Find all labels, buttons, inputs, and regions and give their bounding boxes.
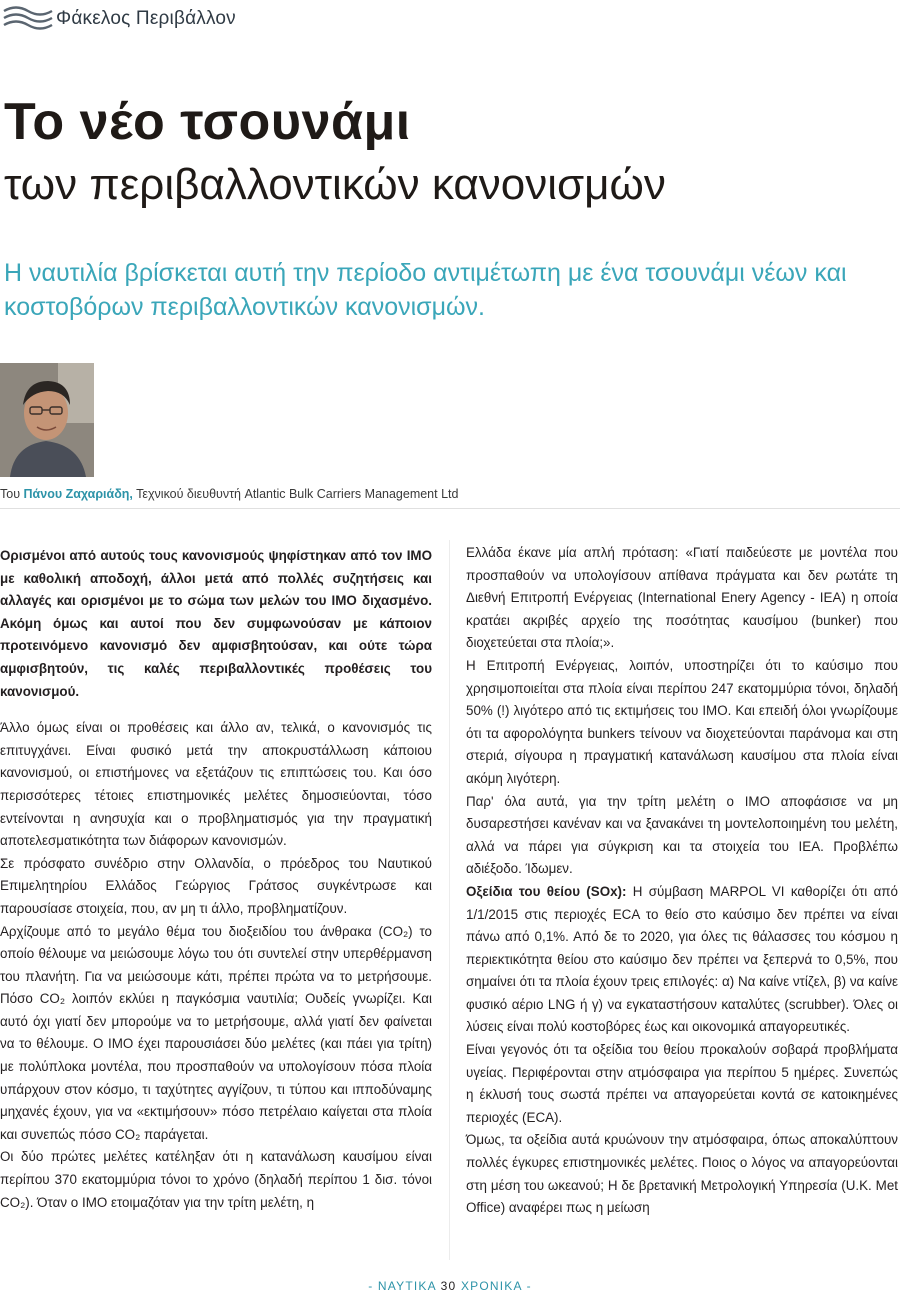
body-paragraph: Είναι γεγονός ότι τα οξείδια του θείου προκαλούν σοβαρά προβλήματα υγείας. Περιφέρονται στην ατμόσφαιρα για περίπου 5 ημέρες. Συνεπώς η έκλυσή τους σωστά πρέπει να απαγορεύεται κοντά σε κατοικημένες περιοχές (ECA). (466, 1042, 898, 1125)
byline-prefix: Του (0, 487, 24, 501)
section-label: Φάκελος Περιβάλλον (56, 8, 236, 29)
body-paragraph: Οι δύο πρώτες μελέτες κατέληξαν ότι η κατανάλωση καυσίμου είναι περίπου 370 εκατομμύρια τόνοι το χρόνο (δηλαδή περίπου 1 δισ. τόνοι CO₂). Όταν ο ΙΜΟ ετοιμαζόταν για την τρίτη μελέτη, η (0, 1149, 432, 1210)
footer-left: - ΝΑΥΤΙΚΑ (368, 1279, 441, 1293)
body-paragraph: Όμως, τα οξείδια αυτά κρυώνουν την ατμόσφαιρα, όπως αποκαλύπτουν πολλές έγκυρες επιστημονικές μελέτες. Ποιος ο λόγος να απαγορεύονται στη μέση του ωκεανού; Η δε βρετανική Μετρολογική Υπηρεσία (U.K. Met Office) αναφέρει πως η μείωση (466, 1132, 898, 1216)
sox-text: Η σύμβαση MARPOL VI καθορίζει ότι από 1/1/2015 στις περιοχές ECA το θείο στο καύσιμο δεν πρέπει να είναι πάνω από 0,1%. Από δε το 2020, για όλες τις θάλασσες του κόσμου η περιεκτικότητα θείου στο καύσιμο δεν πρέπει να ξεπερνά το 0,5%, που σημαίνει ότι τα πλοία έχουν τρεις επιλογές: α) Να καίνε ντίζελ, β) να καίνε φυσικό αέριο LNG ή γ) να εγκαταστήσουν καταλύτες (scrubber). Όλες οι λύσεις είναι πολύ κοστοβόρες έως και οικονομικά απαγορευτικές. (466, 883, 898, 1035)
author-name: Πάνου Ζαχαριάδη, (23, 487, 133, 501)
author-role: Τεχνικού διευθυντή Atlantic Bulk Carriers Management Ltd (132, 487, 459, 501)
right-column (466, 542, 898, 1220)
body-paragraph: Αρχίζουμε από το μεγάλο θέμα του διοξειδίου του άνθρακα (CO₂) το οποίο θέλουμε να μειώσουμε λόγω του ότι συντελεί στην υπερθέρμανση του πλανήτη. Για να μειώσουμε κάτι, πρέπει πρώτα να το μετρήσουμε. Πόσο CO₂ λοιπόν εκλύει η παγκόσμια ναυτιλία; Ουδείς γνωρίζει. Και αυτό όχι γιατί δεν μπορούμε να το μετρήσουμε, αλλά γιατί δεν φαίνεται να το θέλουμε. Ο ΙΜΟ έχει παρουσιάσει δύο μελέτες (και πάει για τρίτη) με πολύπλοκα μοντέλα, που προσπαθούν να υπολογίσουν πόσα πλοία υπάρχουν στον κόσμο, τι ταχύτητες αγγίζουν, τι τύπου και ιπποδύναμης μηχανές έχουν, για να «εκτιμήσουν» πόσο πετρέλαιο καίγεται στα πλοία και συνεπώς πόσο CO₂ παράγεται. (0, 923, 432, 1142)
header-divider (0, 508, 900, 509)
body-paragraph: Ελλάδα έκανε μία απλή πρόταση: «Γιατί παιδεύεστε με μοντέλα που προσπαθούν να υπολογίσουν απίθανα πράγματα και δεν ρωτάτε τη Διεθνή Επιτροπή Ενέργειας (International Enery Agency - IEA) η οποία κρατάει ακριβές αρχείο της ποσότητας καυσίμου (bunker) που διοχετεύεται στα πλοία;». (466, 545, 898, 651)
article-title-line2: των περιβαλλοντικών κανονισμών (4, 160, 666, 209)
column-divider (449, 540, 450, 1260)
article-subtitle: Η ναυτιλία βρίσκεται αυτή την περίοδο αντιμέτωπη με ένα τσουνάμι νέων και κοστοβόρων περιβαλλοντικών κανονισμών. (4, 259, 847, 321)
body-paragraph: Παρ' όλα αυτά, για την τρίτη μελέτη ο ΙΜΟ αποφάσισε να μη δυσαρεστήσει κανέναν και να ξανακάνει τη μοντελοποιημένη του μελέτη, αλλά να πάρει για σύγκριση και τα στοιχεία του IEA. Προβλέπω αδιέξοδο. Ίδωμεν. (466, 793, 898, 877)
author-photo (0, 363, 94, 477)
sox-paragraph (466, 881, 898, 1039)
body-paragraph: Η Επιτροπή Ενέργειας, λοιπόν, υποστηρίζει ότι το καύσιμο που χρησιμοποιείται στα πλοία είναι περίπου 247 εκατομμύρια τόνοι, δηλαδή 50% (!) λιγότερο από τις εκτιμήσεις του ΙΜΟ. Και επειδή όλοι γνωρίζουμε ότι τα αφορολόγητα bunkers τείνουν να διοχετεύονται παράνομα και στη στεριά, σίγουρα η πραγματική κατανάλωση καυσίμου στα πλοία είναι ακόμη λιγότερη. (466, 657, 898, 786)
footer-right: ΧΡΟΝΙΚΑ - (456, 1279, 532, 1293)
body-paragraph: Άλλο όμως είναι οι προθέσεις και άλλο αν, τελικά, ο κανονισμός τις επιτυγχάνει. Είναι φυσικό μετά την αποκρυστάλλωση κάποιου κανονισμού, οι επιστήμονες να εξετάζουν τις επιπτώσεις του. Και όσο περισσότερες τέτοιες επιστημονικές μελέτες δημοσιεύονται, τόσο εντείνονται η ανησυχία και ο προβληματισμός για την πραγματική αποτελεσματικότητα των διάφορων κανονισμών. (0, 720, 432, 849)
waves-icon (2, 4, 54, 32)
article-title-line1: Το νέο τσουνάμι (4, 93, 411, 151)
page-number: 30 (440, 1279, 457, 1293)
body-paragraph: Σε πρόσφατο συνέδριο στην Ολλανδία, ο πρόεδρος του Ναυτικού Επιμελητηρίου Ελλάδος Γεώργιος Γράτσος συγκέντρωσε και παρουσίασε στοιχεία, που, αν μη τι άλλο, προβληματίζουν. (0, 855, 432, 916)
left-column (0, 545, 432, 1214)
sox-heading: Οξείδια του θείου (SOx): (466, 883, 627, 899)
section-header (0, 0, 300, 36)
lead-paragraph: Ορισμένοι από αυτούς τους κανονισμούς ψηφίστηκαν από τον ΙΜΟ με καθολική αποδοχή, άλλοι μετά από πολλές συζητήσεις και αλλαγές και ορισμένοι με το σώμα των μελών του ΙΜΟ διχασμένο. Ακόμη όμως και αυτοί που δεν συμφωνούσαν με κάποιον προτεινόμενο κανονισμό δεν αμφισβητούσαν, και ούτε τώρα αμφισβητούν, τις καλές περιβαλλοντικές προθέσεις του κανονισμού. (0, 548, 432, 699)
byline (0, 487, 458, 501)
